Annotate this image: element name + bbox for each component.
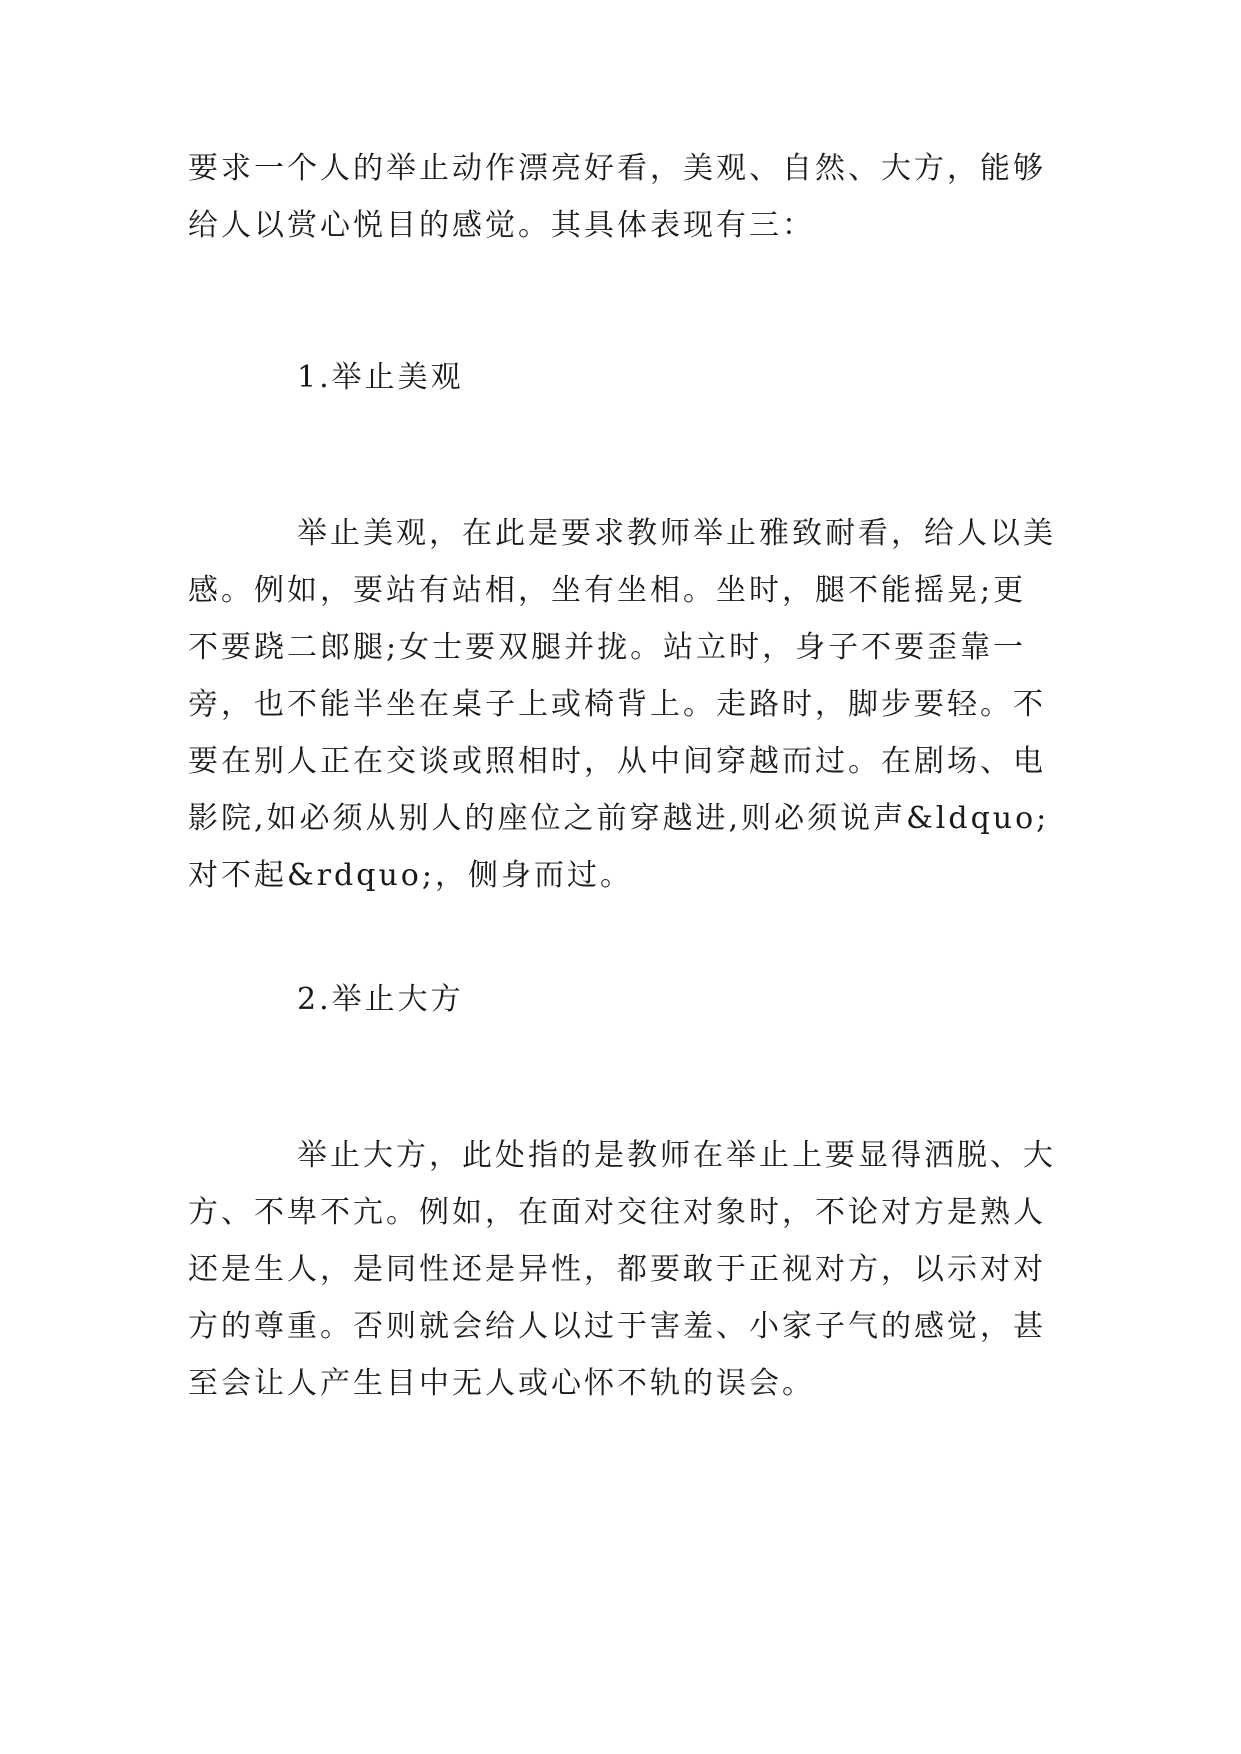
section2-line: 举止大方，此处指的是教师在举止上要显得洒脱、大 xyxy=(297,1138,1056,1173)
section2-line: 还是生人，是同性还是异性，都要敢于正视对方，以示对对 xyxy=(188,1252,1046,1287)
section1-line: 不要跷二郎腿;女士要双腿并拢。站立时，身子不要歪靠一 xyxy=(188,630,1027,665)
intro-line: 要求一个人的举止动作漂亮好看，美观、自然、大方，能够 xyxy=(188,151,1046,186)
section1-line: 旁，也不能半坐在桌子上或椅背上。走路时，脚步要轻。不 xyxy=(188,687,1046,722)
section2-line: 方、不卑不亢。例如，在面对交往对象时，不论对方是熟人 xyxy=(188,1195,1046,1230)
intro-paragraph xyxy=(188,140,1054,254)
section2-paragraph xyxy=(188,1127,1054,1412)
section1-line: 举止美观，在此是要求教师举止雅致耐看，给人以美 xyxy=(297,516,1056,551)
section1-line: 对不起&rdquo;，侧身而过。 xyxy=(188,858,633,893)
section1-line: 影院,如必须从别人的座位之前穿越进,则必须说声&ldquo; xyxy=(188,801,1050,836)
section1-paragraph xyxy=(188,505,1054,904)
section1-line: 感。例如，要站有站相，坐有坐相。坐时，腿不能摇晃;更 xyxy=(188,573,1027,608)
section2-line: 至会让人产生目中无人或心怀不轨的误会。 xyxy=(188,1366,815,1401)
section2-line: 方的尊重。否则就会给人以过于害羞、小家子气的感觉，甚 xyxy=(188,1309,1046,1344)
section1-line: 要在别人正在交谈或照相时，从中间穿越而过。在剧场、电 xyxy=(188,744,1046,779)
intro-line: 给人以赏心悦目的感觉。其具体表现有三： xyxy=(188,208,815,243)
section1-heading: 1.举止美观 xyxy=(297,360,464,395)
section2-heading: 2.举止大方 xyxy=(297,982,464,1017)
